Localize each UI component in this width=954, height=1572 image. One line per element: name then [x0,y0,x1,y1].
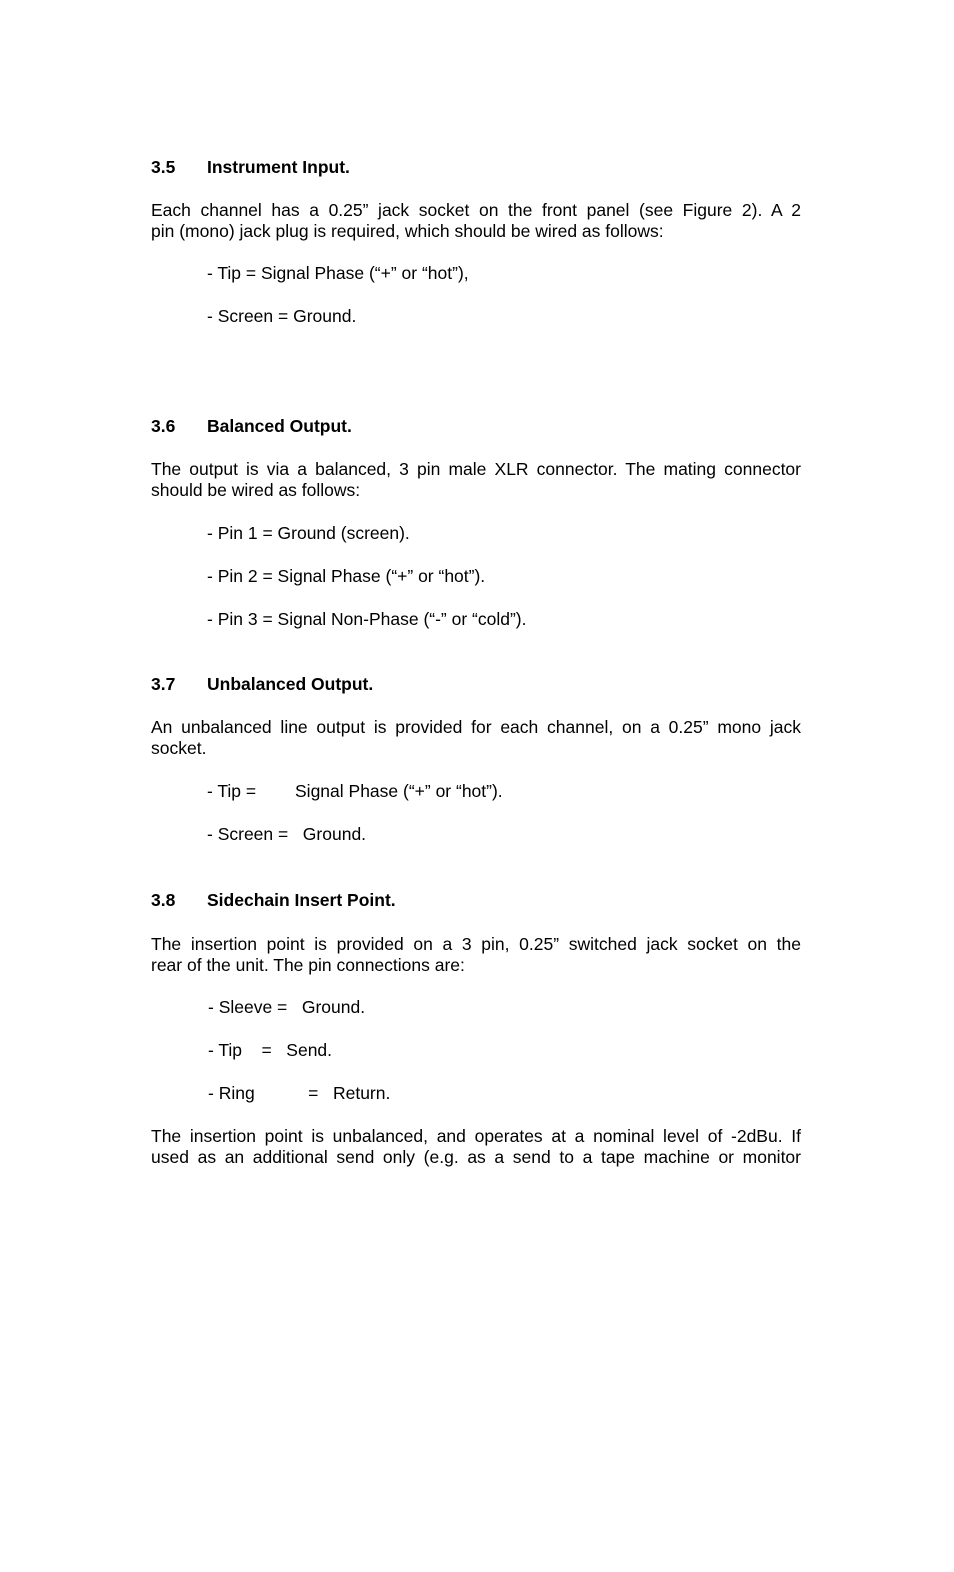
section-paragraph-3-7 [151,717,801,759]
section-number: 3.7 [151,674,176,694]
section-number: 3.8 [151,890,176,910]
section-heading-3-6 [151,416,352,437]
wiring-item: - Pin 1 = Ground (screen). [207,523,410,543]
wiring-item: - Screen = Ground. [207,306,357,326]
section-heading-3-5 [151,157,350,178]
section-paragraph-3-8 [151,934,801,976]
wiring-item: - Tip = Signal Phase (“+” or “hot”). [207,781,503,801]
section-title: Instrument Input. [207,157,350,177]
paragraph-line: socket. [151,738,207,758]
pin-item: - Ring = Return. [208,1083,391,1103]
section-heading-3-7 [151,674,373,695]
paragraph-line: The output is via a balanced, 3 pin male XLR connector. The mating connector [151,459,801,479]
paragraph-line: used as an additional send only (e.g. as a send to a tape machine or monitor [151,1147,801,1167]
wiring-item: - Tip = Signal Phase (“+” or “hot”), [207,263,469,283]
wiring-item: - Pin 3 = Signal Non-Phase (“-” or “cold”). [207,609,527,629]
paragraph-line: The insertion point is unbalanced, and operates at a nominal level of -2dBu. If [151,1126,801,1146]
section-title: Balanced Output. [207,416,352,436]
section-number: 3.6 [151,416,176,436]
section-heading-3-8 [151,890,396,911]
section-title: Sidechain Insert Point. [207,890,396,910]
pin-item: - Sleeve = Ground. [208,997,366,1017]
pin-item: - Tip = Send. [208,1040,333,1060]
paragraph-line: The insertion point is provided on a 3 pin, 0.25” switched jack socket on the [151,934,801,954]
paragraph-line: An unbalanced line output is provided for each channel, on a 0.25” mono jack [151,717,801,737]
section-paragraph-3-5 [151,200,801,242]
paragraph-line: rear of the unit. The pin connections are: [151,955,465,975]
wiring-item: - Screen = Ground. [207,824,367,844]
section-title: Unbalanced Output. [207,674,374,694]
paragraph-line: Each channel has a 0.25” jack socket on the front panel (see Figure 2). A 2 [151,200,801,220]
wiring-item: - Pin 2 = Signal Phase (“+” or “hot”). [207,566,486,586]
paragraph-line: should be wired as follows: [151,480,361,500]
section-number: 3.5 [151,157,176,177]
paragraph-line: pin (mono) jack plug is required, which should be wired as follows: [151,221,664,241]
closing-paragraph-3-8 [151,1126,801,1168]
section-paragraph-3-6 [151,459,801,501]
